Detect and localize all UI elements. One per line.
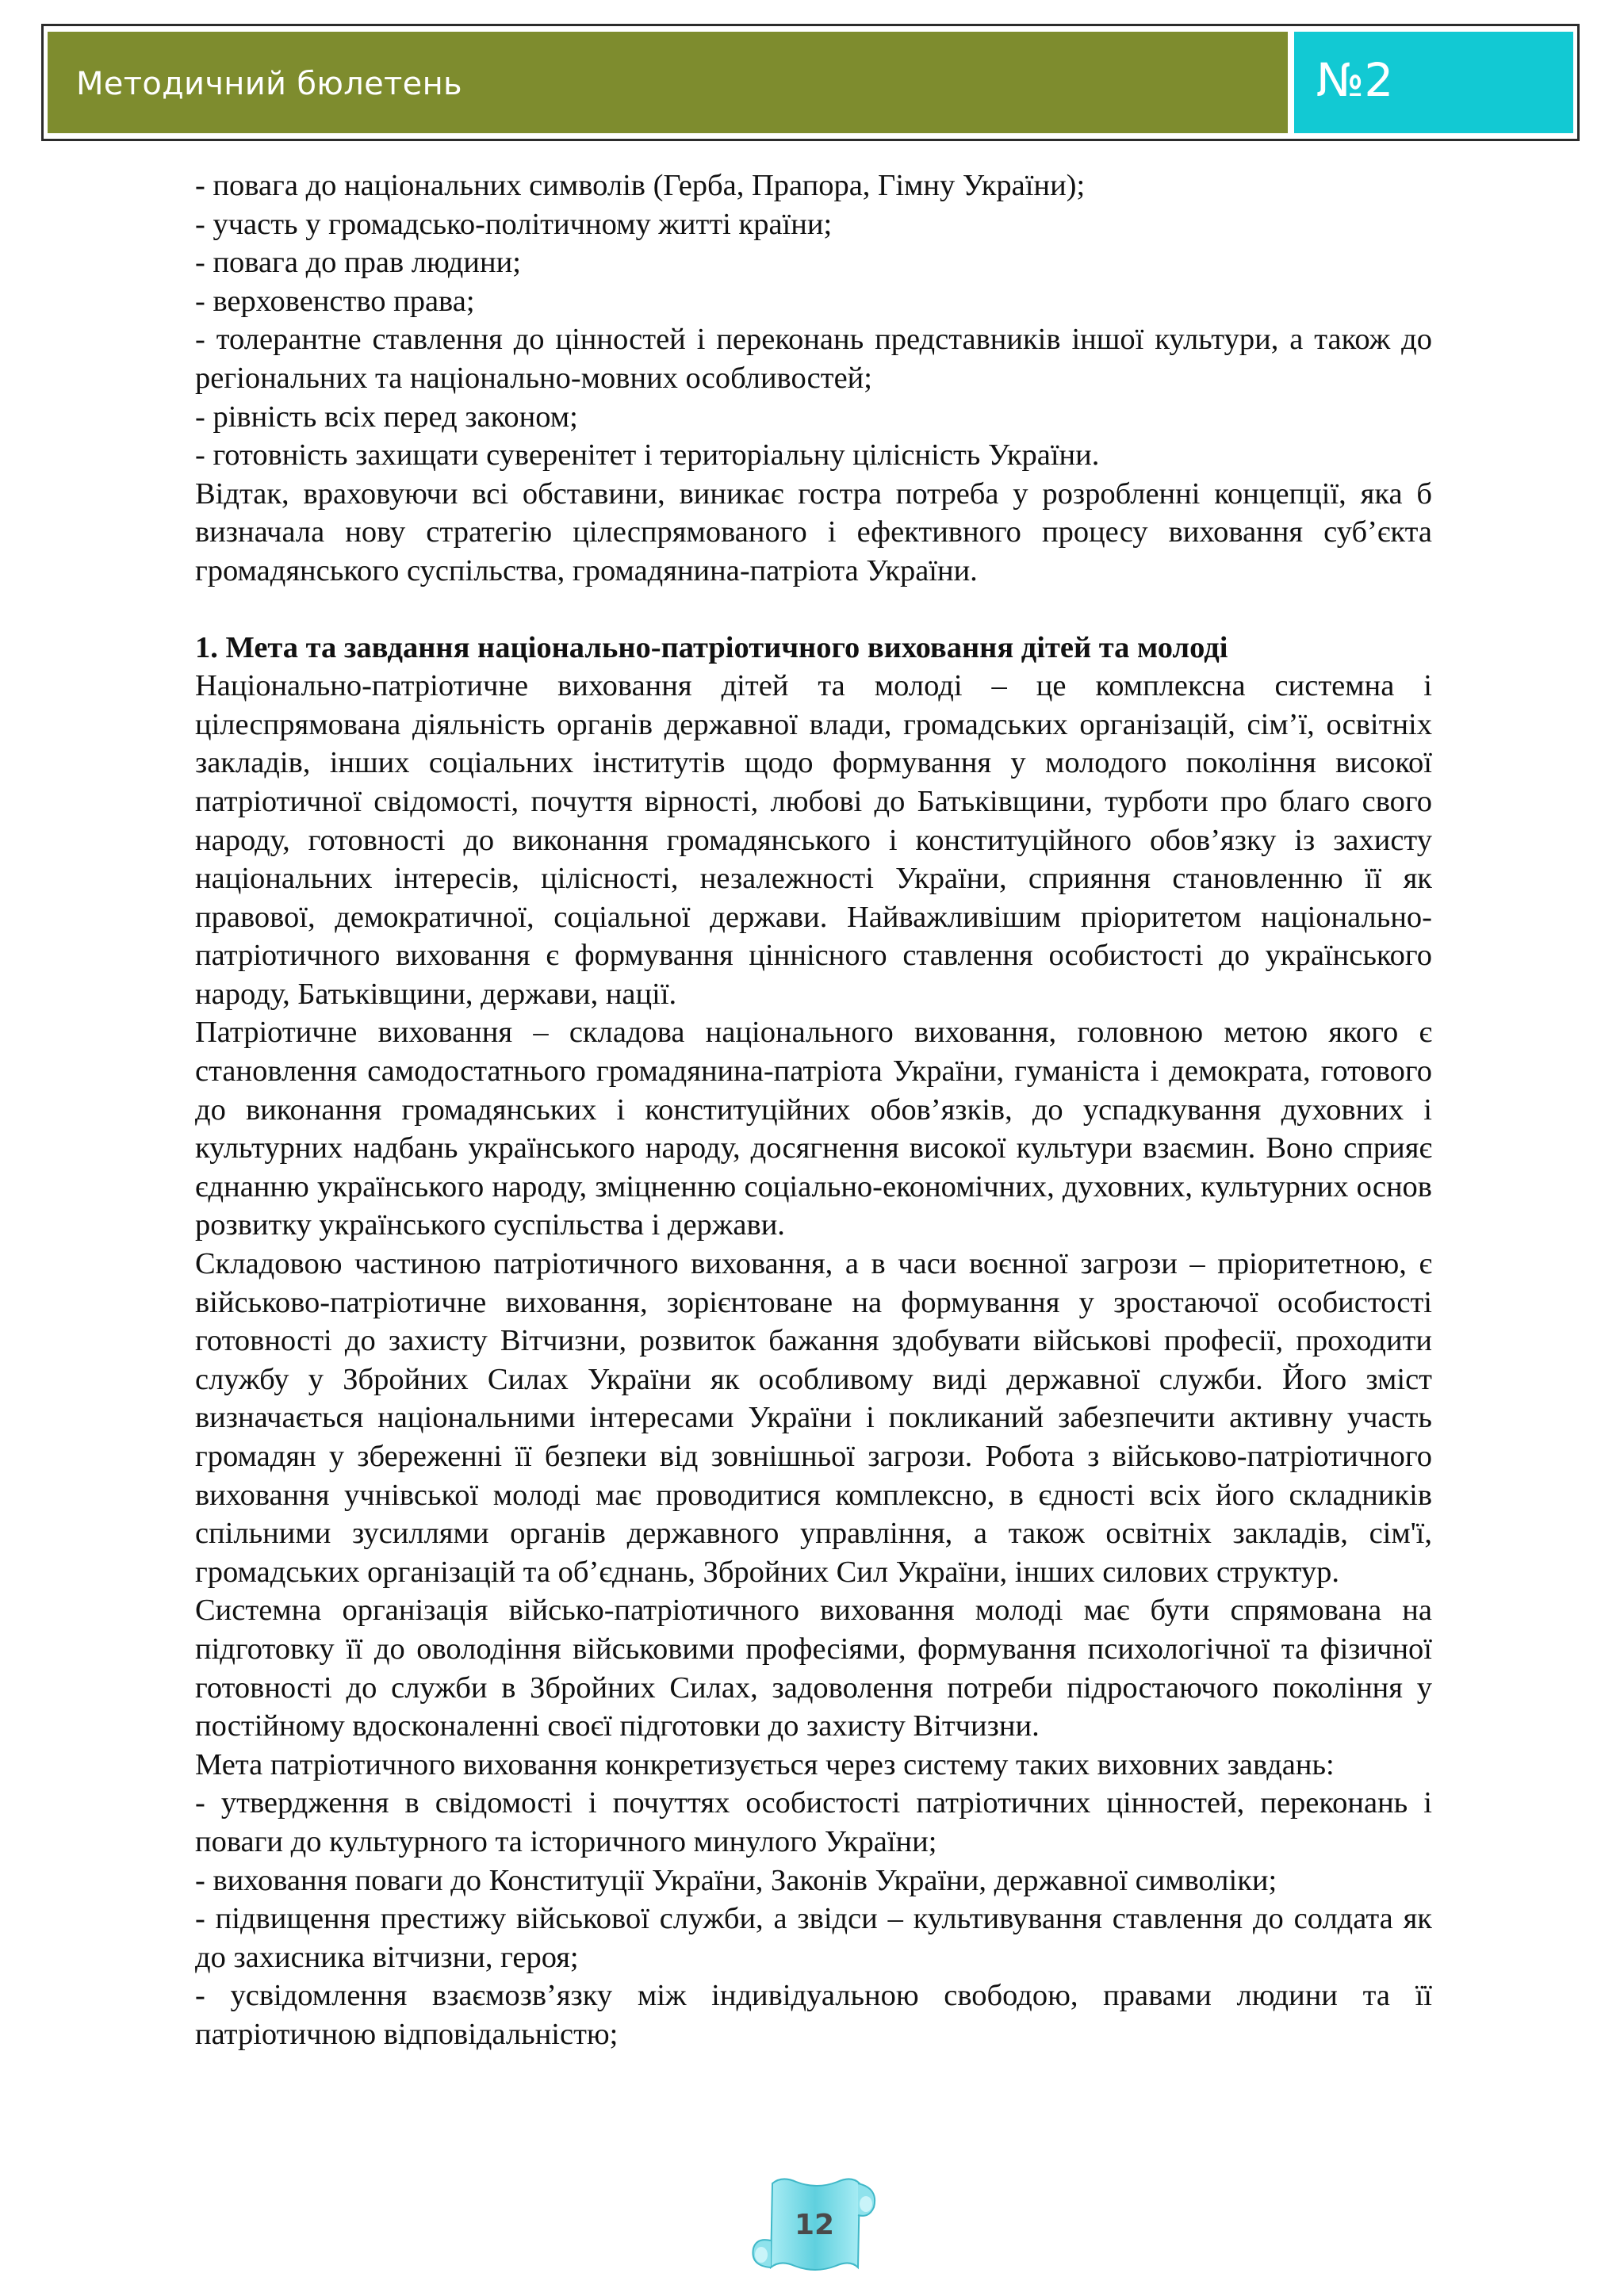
list-item: - усвідомлення взаємозв’язку між індивідуальною свободою, правами людини та її патріотичною відповідальністю; xyxy=(195,1979,1432,2051)
paragraph: Патріотичне виховання – складова національного виховання, головною метою якого є становлення самодостатнього громадянина-патріота України, гуманіста і демократа, готового до виконання громадянських і конституційних обов’язків, до успадкування духовних і культурних надбань українського народу, досягнення високої культури взаємин. Воно сприяє єднанню українського народу, зміцненню соціально-економічних, духовних, культурних основ розвитку українського суспільства і держави. xyxy=(195,1016,1432,1242)
list-item: - рівність всіх перед законом; xyxy=(195,400,578,434)
paragraph: Національно-патріотичне виховання дітей та молоді – це комплексна системна і цілеспрямована діяльність органів державної влади, громадських організацій, сім’ї, освітніх закладів, інших соціальних інститутів щодо формування у молодого покоління високої патріотичної свідомості, почуття вірності, любові до Батьківщини, турботи про благо свого народу, готовності до виконання громадянського і конституційного обов’язку із захисту національних інтересів, цілісності, незалежності України, сприяння становленню її як правової, демократичної, соціальної держави. Найважливішим пріоритетом національно-патріотичного виховання є формування ціннісного ставлення особистості до українського народу, Батьківщини, держави, нації. xyxy=(195,669,1432,1011)
list-item: - виховання поваги до Конституції України, Законів України, державної символіки; xyxy=(195,1863,1277,1897)
issue-number: №2 xyxy=(1316,53,1394,107)
section-heading: 1. Мета та завдання національно-патріотичного виховання дітей та молоді xyxy=(195,630,1228,664)
paragraph: Відтак, враховуючи всі обставини, виникає гостра потреба у розробленні концепції, яка б визначала нову стратегію цілеспрямованого і ефективного процесу виховання суб’єкта громадянського суспільства, громадянина-патріота України. xyxy=(195,476,1432,587)
paragraph: Мета патріотичного виховання конкретизується через систему таких виховних завдань: xyxy=(195,1747,1335,1781)
list-item: - повага до прав людини; xyxy=(195,246,521,280)
spacer xyxy=(195,591,1432,629)
list-item: - участь у громадсько-політичному житті країни; xyxy=(195,207,833,241)
list-item: - повага до національних символів (Герба, Прапора, Гімну України); xyxy=(195,169,1086,202)
paragraph: Складовою частиною патріотичного виховання, а в часи воєнної загрози – пріоритетною, є військово-патріотичне виховання, зорієнтоване на формування у зростаючої особистості готовності до захисту Вітчизни, розвиток бажання здобувати військові професії, проходити службу у Збройних Силах України як особливому виді державної служби. Його зміст визначається національними інтересами України і покликаний забезпечити активну участь громадян у збереженні її безпеки від зовнішньої загрози. Робота з військово-патріотичного виховання учнівської молоді має проводитися комплексно, в єдності всіх його складників спільними зусиллями органів державного управління, а також освітніх закладів, сім'ї, громадських організацій та об’єднань, Збройних Сил України, інших силових структур. xyxy=(195,1247,1432,1589)
list-item: - підвищення престижу військової служби, а звідси – культивування ставлення до солдата як до захисника вітчизни, героя; xyxy=(195,1902,1432,1974)
list-item: - утвердження в свідомості і почуттях особистості патріотичних цінностей, переконань і поваги до культурного та історичного минулого України; xyxy=(195,1786,1432,1858)
bulletin-title: Методичний бюлетень xyxy=(76,66,462,102)
paragraph: Системна організація військо-патріотичного виховання молоді має бути спрямована на підготовку її до оволодіння військовими професіями, формування психологічної та фізичної готовності до служби в Збройних Силах, задоволення потреби підростаючого покоління у постійному вдосконаленні своєї підготовки до захисту Вітчизни. xyxy=(195,1594,1432,1743)
list-item: - верховенство права; xyxy=(195,284,475,318)
page-number: 12 xyxy=(794,2209,835,2241)
list-item: - толерантне ставлення до цінностей і переконань представників іншої культури, а також до регіональних та національно-мовних особливостей; xyxy=(195,323,1432,395)
page-body xyxy=(195,166,1432,2054)
list-item: - готовність захищати суверенітет і територіальну цілісність України. xyxy=(195,438,1100,473)
